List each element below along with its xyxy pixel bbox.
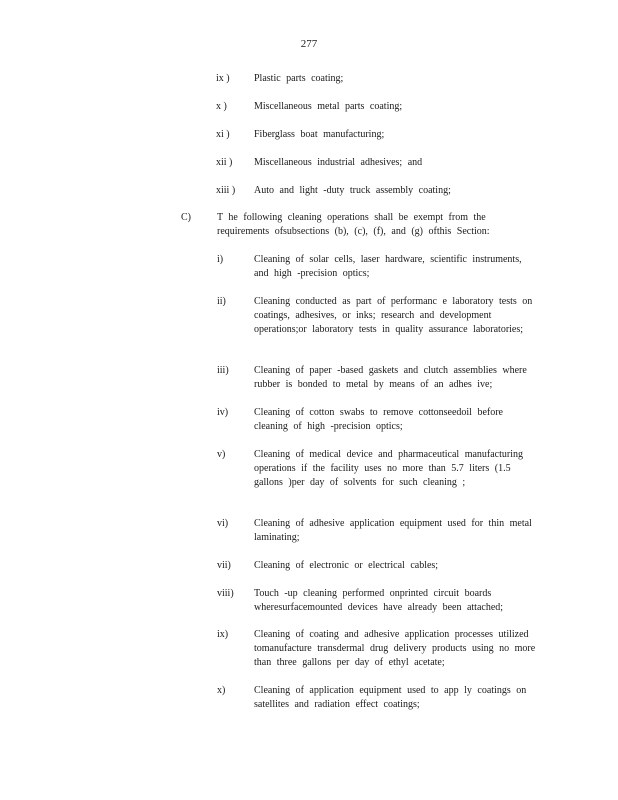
page-number: 277 xyxy=(300,38,318,50)
list-item-number: i) xyxy=(217,254,224,265)
list-item-number: ii) xyxy=(217,296,226,307)
section-label: C) xyxy=(181,212,191,223)
list-item-text: Cleaning of cotton swabs to remove cottonseedoil before cleaning of high -precision optics; xyxy=(254,407,503,432)
list-item-c-i xyxy=(217,253,534,281)
list-item-text: Auto and light -duty truck assembly coating; xyxy=(254,185,451,196)
list-item-text: Cleaning of coating and adhesive application processes utilized tomanufacture transdermal drug delivery products using no more than three gallons per day of ethyl acetate; xyxy=(254,629,536,668)
list-item-number: iv) xyxy=(217,407,229,418)
list-item-b-xi xyxy=(216,128,524,142)
list-item-text: Plastic parts coating; xyxy=(254,73,344,84)
list-item-number: iii) xyxy=(217,365,229,376)
list-item-text: Cleaning of paper -based gaskets and clutch assemblies where rubber is bonded to metal by means of an adhes ive; xyxy=(254,365,527,390)
list-item-text: Cleaning of adhesive application equipment used for thin metal laminating; xyxy=(254,518,532,543)
list-item-number: x) xyxy=(217,685,226,696)
list-item-c-vi xyxy=(217,517,538,545)
list-item-b-xii xyxy=(216,156,524,170)
list-item-c-iv xyxy=(217,406,538,434)
list-item-c-ix xyxy=(217,628,538,670)
list-item-number: v) xyxy=(217,449,226,460)
list-item-b-ix xyxy=(216,72,524,86)
list-item-number: ix) xyxy=(217,629,229,640)
list-item-c-x xyxy=(217,684,538,712)
list-item-number: viii) xyxy=(217,588,234,599)
list-item-number: vi) xyxy=(217,518,229,529)
list-item-text: Cleaning conducted as part of performanc e laboratory tests on coatings, adhesives, or inks; research and development operations;or laboratory tests in quality assurance laboratories; xyxy=(254,296,533,335)
list-item-c-viii xyxy=(217,587,538,615)
list-item-c-vii xyxy=(217,559,538,573)
list-item-text: Miscellaneous industrial adhesives; and xyxy=(254,157,423,168)
list-item-text: Touch -up cleaning performed onprinted circuit boards wheresurfacemounted devices have already been attached; xyxy=(254,588,504,613)
list-item-c-ii xyxy=(217,295,538,337)
list-item-number: vii) xyxy=(217,560,231,571)
list-item-text: Cleaning of solar cells, laser hardware, scientific instruments, and high -precision optics; xyxy=(254,254,522,279)
list-item-text: Miscellaneous metal parts coating; xyxy=(254,101,403,112)
list-item-b-xiii xyxy=(216,184,524,198)
list-item-number: xi ) xyxy=(216,129,230,140)
list-item-text: Cleaning of application equipment used to app ly coatings on satellites and radiation effect coatings; xyxy=(254,685,527,710)
list-item-number: xiii ) xyxy=(216,185,236,196)
list-item-c-iii xyxy=(217,364,538,392)
list-item-number: ix ) xyxy=(216,73,230,84)
list-item-number: x ) xyxy=(216,101,227,112)
list-item-number: xii ) xyxy=(216,157,233,168)
list-item-c-v xyxy=(217,448,538,490)
section-intro-text: T he following cleaning operations shall be exempt from the requirements ofsubsections (b), (c), (f), and (g) ofthis Section: xyxy=(217,212,490,237)
list-item-text: Cleaning of electronic or electrical cables; xyxy=(254,560,439,571)
list-item-text: Cleaning of medical device and pharmaceutical manufacturing operations if the facility uses no more than 5.7 liters (1.5 gallons )per day of solvents for such cleaning ; xyxy=(254,449,524,488)
list-item-text: Fiberglass boat manufacturing; xyxy=(254,129,385,140)
list-item-b-x xyxy=(216,100,524,114)
